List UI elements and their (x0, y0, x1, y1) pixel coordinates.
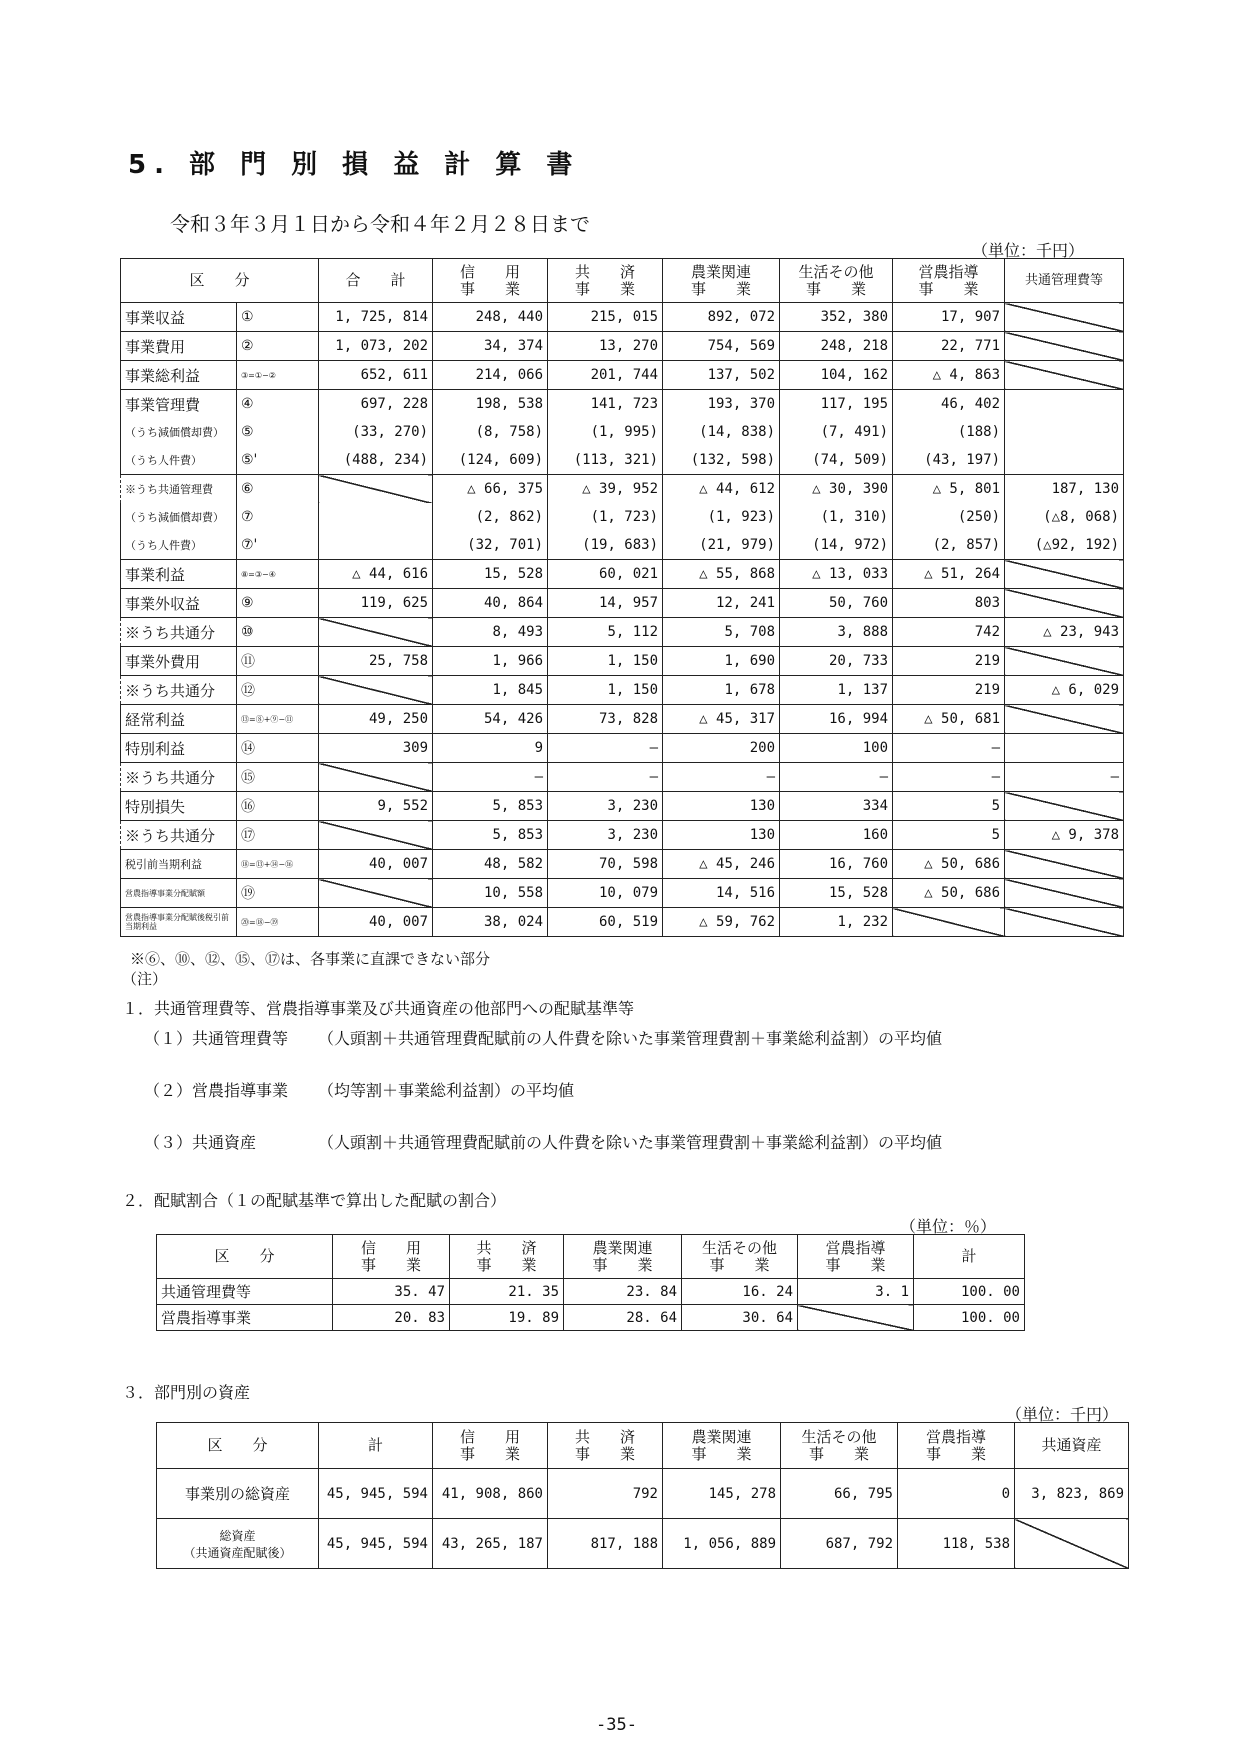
row-code: ④ (237, 390, 319, 419)
value-cell: 43, 265, 187 (433, 1519, 548, 1569)
value-cell: 1, 725, 814 (319, 303, 433, 332)
value-cell: 60, 519 (548, 908, 663, 937)
value-cell: — (433, 763, 548, 792)
page-number: -35- (596, 1715, 637, 1735)
note-1-3-label: （３）共通資産 (144, 1133, 257, 1152)
row-code: ⑪ (237, 647, 319, 676)
row-code: ⑲ (237, 879, 319, 908)
header-mutual-aid: 共 済 事 業 (548, 259, 663, 303)
value-cell: 35. 47 (333, 1279, 450, 1305)
value-cell: 214, 066 (433, 361, 548, 390)
header-credit: 信 用 事 業 (333, 1235, 450, 1279)
value-cell: 45, 945, 594 (319, 1469, 433, 1519)
value-cell: △ 39, 952 (548, 475, 663, 504)
header-common-admin: 共通管理費等 (1005, 259, 1124, 303)
row-code: ⑥ (237, 475, 319, 504)
value-cell: 187, 130 (1005, 475, 1124, 504)
header-mutual-aid: 共 済 事 業 (548, 1423, 663, 1469)
header-category: 区 分 (157, 1423, 319, 1469)
table-row (121, 446, 1124, 475)
row-label: ※うち共通分 (121, 676, 237, 705)
row-label: 特別利益 (121, 734, 237, 763)
note-star: ※⑥、⑩、⑫、⑮、⑰は、各事業に直課できない部分 (130, 950, 491, 968)
row-code: ⑳=⑱−⑲ (237, 908, 319, 937)
value-cell (319, 475, 433, 504)
value-cell: △ 66, 375 (433, 475, 548, 504)
value-cell: 892, 072 (663, 303, 780, 332)
note-1-1-text: （人頭割＋共通管理費配賦前の人件費を除いた事業管理費割＋事業総利益割）の平均値 (318, 1029, 943, 1048)
value-cell: 1, 678 (663, 676, 780, 705)
value-cell: 100. 00 (914, 1279, 1025, 1305)
table-row (121, 676, 1124, 705)
row-code: ⑮ (237, 763, 319, 792)
value-cell: △ 50, 686 (893, 879, 1005, 908)
header-common-assets: 共通資産 (1015, 1423, 1129, 1469)
table-row (157, 1469, 1129, 1519)
value-cell: 141, 723 (548, 390, 663, 419)
value-cell: — (548, 734, 663, 763)
table-row (121, 503, 1124, 531)
header-agri: 農業関連 事 業 (663, 259, 780, 303)
header-total: 計 (914, 1235, 1025, 1279)
value-cell: 1, 966 (433, 647, 548, 676)
value-cell: 14, 516 (663, 879, 780, 908)
header-category: 区 分 (157, 1235, 333, 1279)
value-cell: 3, 230 (548, 792, 663, 821)
value-cell (1005, 418, 1124, 446)
value-cell (319, 503, 433, 531)
value-cell: 100. 00 (914, 1305, 1025, 1331)
value-cell: △ 45, 317 (663, 705, 780, 734)
table-row (121, 763, 1124, 792)
value-cell (319, 618, 433, 647)
value-cell: 754, 569 (663, 332, 780, 361)
table-row (157, 1279, 1025, 1305)
header-farm-guidance: 営農指導 事 業 (798, 1235, 914, 1279)
value-cell (1005, 446, 1124, 475)
row-label: 税引前当期利益 (121, 850, 237, 879)
header-agri: 農業関連 事 業 (564, 1235, 682, 1279)
value-cell: 30. 64 (682, 1305, 798, 1331)
value-cell: 248, 218 (780, 332, 893, 361)
value-cell: 309 (319, 734, 433, 763)
value-cell: — (1005, 763, 1124, 792)
value-cell: (1, 923) (663, 503, 780, 531)
period-text: 令和３年３月１日から令和４年２月２８日まで (170, 212, 590, 236)
value-cell: 20, 733 (780, 647, 893, 676)
table-row (121, 390, 1124, 419)
value-cell: 38, 024 (433, 908, 548, 937)
row-label: 事業別の総資産 (157, 1469, 319, 1519)
value-cell (893, 908, 1005, 937)
header-category: 区 分 (121, 259, 319, 303)
value-cell: 40, 007 (319, 908, 433, 937)
value-cell: (7, 491) (780, 418, 893, 446)
value-cell: 119, 625 (319, 589, 433, 618)
value-cell: 117, 195 (780, 390, 893, 419)
row-label: ※うち共通分 (121, 763, 237, 792)
table-row (121, 361, 1124, 390)
value-cell (319, 531, 433, 560)
value-cell: (21, 979) (663, 531, 780, 560)
row-code: ③=①−② (237, 361, 319, 390)
header-mutual-aid: 共 済 事 業 (450, 1235, 564, 1279)
value-cell: 23. 84 (564, 1279, 682, 1305)
value-cell: (△8, 068) (1005, 503, 1124, 531)
value-cell: △ 9, 378 (1005, 821, 1124, 850)
value-cell: (250) (893, 503, 1005, 531)
value-cell: 1, 232 (780, 908, 893, 937)
value-cell: 14, 957 (548, 589, 663, 618)
value-cell: 50, 760 (780, 589, 893, 618)
value-cell: 34, 374 (433, 332, 548, 361)
value-cell: — (893, 763, 1005, 792)
value-cell: (1, 310) (780, 503, 893, 531)
value-cell: 17, 907 (893, 303, 1005, 332)
value-cell: 3, 823, 869 (1015, 1469, 1129, 1519)
row-code: ⑰ (237, 821, 319, 850)
value-cell: — (893, 734, 1005, 763)
row-label: 総資産 （共通資産配賦後） (157, 1519, 319, 1569)
note-3-title: ３．部門別の資産 (122, 1383, 251, 1402)
value-cell: 160 (780, 821, 893, 850)
value-cell: △ 6, 029 (1005, 676, 1124, 705)
value-cell: 248, 440 (433, 303, 548, 332)
value-cell: — (663, 763, 780, 792)
row-code: ⑨ (237, 589, 319, 618)
row-label: （うち減価償却費） (121, 418, 237, 446)
value-cell: 5 (893, 821, 1005, 850)
row-label: 事業管理費 (121, 390, 237, 419)
value-cell (1005, 850, 1124, 879)
value-cell: 1, 150 (548, 676, 663, 705)
value-cell: 49, 250 (319, 705, 433, 734)
value-cell: △ 13, 033 (780, 560, 893, 589)
row-code: ⑦' (237, 531, 319, 560)
row-label: 事業外費用 (121, 647, 237, 676)
value-cell: (113, 321) (548, 446, 663, 475)
value-cell: (132, 598) (663, 446, 780, 475)
value-cell: 803 (893, 589, 1005, 618)
value-cell: 73, 828 (548, 705, 663, 734)
value-cell (1005, 734, 1124, 763)
value-cell: (43, 197) (893, 446, 1005, 475)
value-cell: △ 51, 264 (893, 560, 1005, 589)
row-label: ※うち共通分 (121, 821, 237, 850)
row-code: ⑬=⑧+⑨−⑪ (237, 705, 319, 734)
value-cell: △ 23, 943 (1005, 618, 1124, 647)
value-cell: 16. 24 (682, 1279, 798, 1305)
value-cell: △ 44, 612 (663, 475, 780, 504)
table-row (121, 734, 1124, 763)
unit-label-3: （単位：千円） (1006, 1405, 1119, 1424)
value-cell (1005, 705, 1124, 734)
header-living: 生活その他 事 業 (682, 1235, 798, 1279)
value-cell: (19, 683) (548, 531, 663, 560)
row-code: ⑤ (237, 418, 319, 446)
row-code: ① (237, 303, 319, 332)
value-cell: 15, 528 (433, 560, 548, 589)
value-cell: 742 (893, 618, 1005, 647)
note-head: （注） (122, 970, 168, 988)
value-cell: 219 (893, 647, 1005, 676)
table-row (157, 1519, 1129, 1569)
value-cell (1005, 332, 1124, 361)
value-cell: 41, 908, 860 (433, 1469, 548, 1519)
segment-income-table (120, 258, 1124, 937)
header-total: 計 (319, 1423, 433, 1469)
value-cell: (488, 234) (319, 446, 433, 475)
value-cell: 215, 015 (548, 303, 663, 332)
note-1-3-text: （人頭割＋共通管理費配賦前の人件費を除いた事業管理費割＋事業総利益割）の平均値 (318, 1133, 943, 1152)
value-cell: 10, 079 (548, 879, 663, 908)
value-cell: 1, 073, 202 (319, 332, 433, 361)
unit-label-1: （単位：千円） (972, 241, 1085, 260)
value-cell (1005, 589, 1124, 618)
unit-label-2: （単位：％） (900, 1217, 997, 1236)
table-row (121, 531, 1124, 560)
value-cell: 3, 230 (548, 821, 663, 850)
header-total: 合 計 (319, 259, 433, 303)
value-cell: 21. 35 (450, 1279, 564, 1305)
value-cell: 817, 188 (548, 1519, 663, 1569)
value-cell: (1, 723) (548, 503, 663, 531)
value-cell: 15, 528 (780, 879, 893, 908)
value-cell (1005, 879, 1124, 908)
value-cell: 13, 270 (548, 332, 663, 361)
value-cell: 687, 792 (781, 1519, 898, 1569)
row-code: ⑩ (237, 618, 319, 647)
table-row (121, 908, 1124, 937)
value-cell: (△92, 192) (1005, 531, 1124, 560)
value-cell: 5, 853 (433, 792, 548, 821)
value-cell: 137, 502 (663, 361, 780, 390)
value-cell: 652, 611 (319, 361, 433, 390)
value-cell: (8, 758) (433, 418, 548, 446)
value-cell: (33, 270) (319, 418, 433, 446)
value-cell: — (548, 763, 663, 792)
value-cell: △ 50, 681 (893, 705, 1005, 734)
value-cell: 5, 708 (663, 618, 780, 647)
row-code: ⑭ (237, 734, 319, 763)
value-cell: 5, 853 (433, 821, 548, 850)
value-cell: 201, 744 (548, 361, 663, 390)
value-cell: 1, 150 (548, 647, 663, 676)
value-cell: 200 (663, 734, 780, 763)
table-row (121, 821, 1124, 850)
value-cell: 1, 845 (433, 676, 548, 705)
note-1-1-label: （１）共通管理費等 (144, 1029, 289, 1048)
row-code: ② (237, 332, 319, 361)
value-cell: △ 45, 246 (663, 850, 780, 879)
value-cell: 19. 89 (450, 1305, 564, 1331)
row-code: ⑤' (237, 446, 319, 475)
row-label: （うち人件費） (121, 531, 237, 560)
value-cell (1005, 303, 1124, 332)
row-label: 営農指導事業分配賦後税引前当期利益 (121, 908, 237, 937)
table-row (121, 475, 1124, 504)
value-cell: (124, 609) (433, 446, 548, 475)
note-1-2-label: （２）営農指導事業 (144, 1081, 289, 1100)
value-cell: 1, 690 (663, 647, 780, 676)
value-cell: 5, 112 (548, 618, 663, 647)
row-code: ⑧=③−④ (237, 560, 319, 589)
value-cell: 70, 598 (548, 850, 663, 879)
row-code: ⑦ (237, 503, 319, 531)
note-2-title: ２．配賦割合（１の配賦基準で算出した配賦の割合） (122, 1191, 507, 1210)
value-cell (1005, 560, 1124, 589)
table-row (121, 705, 1124, 734)
table-row (121, 618, 1124, 647)
value-cell: 25, 758 (319, 647, 433, 676)
header-credit: 信 用 事 業 (433, 1423, 548, 1469)
value-cell: 3. 1 (798, 1279, 914, 1305)
row-label: 経常利益 (121, 705, 237, 734)
value-cell: (1, 995) (548, 418, 663, 446)
value-cell: 46, 402 (893, 390, 1005, 419)
value-cell: 104, 162 (780, 361, 893, 390)
header-agri: 農業関連 事 業 (663, 1423, 781, 1469)
row-label: 事業総利益 (121, 361, 237, 390)
value-cell (1005, 361, 1124, 390)
value-cell (1005, 908, 1124, 937)
header-credit: 信 用 事 業 (433, 259, 548, 303)
value-cell: 334 (780, 792, 893, 821)
row-label: ※うち共通管理費 (121, 475, 237, 504)
header-farm-guidance: 営農指導 事 業 (893, 259, 1005, 303)
row-label: （うち減価償却費） (121, 503, 237, 531)
value-cell (798, 1305, 914, 1331)
value-cell: △ 4, 863 (893, 361, 1005, 390)
value-cell: (2, 857) (893, 531, 1005, 560)
value-cell (1005, 792, 1124, 821)
value-cell: (14, 838) (663, 418, 780, 446)
row-label: 共通管理費等 (157, 1279, 333, 1305)
row-code: ⑯ (237, 792, 319, 821)
row-code: ⑫ (237, 676, 319, 705)
row-label: 特別損失 (121, 792, 237, 821)
header-living: 生活その他 事 業 (781, 1423, 898, 1469)
value-cell: 1, 056, 889 (663, 1519, 781, 1569)
value-cell: 66, 795 (781, 1469, 898, 1519)
value-cell: 9, 552 (319, 792, 433, 821)
value-cell (1005, 390, 1124, 419)
value-cell: 22, 771 (893, 332, 1005, 361)
value-cell: 60, 021 (548, 560, 663, 589)
value-cell: — (780, 763, 893, 792)
value-cell: 40, 007 (319, 850, 433, 879)
value-cell: 40, 864 (433, 589, 548, 618)
value-cell (1005, 647, 1124, 676)
value-cell: (74, 509) (780, 446, 893, 475)
value-cell: △ 44, 616 (319, 560, 433, 589)
note-1-title: １．共通管理費等、営農指導事業及び共通資産の他部門への配賦基準等 (122, 999, 635, 1018)
value-cell: 54, 426 (433, 705, 548, 734)
row-label: （うち人件費） (121, 446, 237, 475)
value-cell: 1, 137 (780, 676, 893, 705)
value-cell: 697, 228 (319, 390, 433, 419)
row-label: 事業収益 (121, 303, 237, 332)
value-cell: (2, 862) (433, 503, 548, 531)
value-cell: 219 (893, 676, 1005, 705)
row-label: 事業外収益 (121, 589, 237, 618)
row-label: 営農指導事業 (157, 1305, 333, 1331)
value-cell: △ 55, 868 (663, 560, 780, 589)
value-cell: 130 (663, 821, 780, 850)
table-row (121, 418, 1124, 446)
value-cell (319, 763, 433, 792)
table-row (157, 1305, 1025, 1331)
value-cell: 8, 493 (433, 618, 548, 647)
header-living: 生活その他 事 業 (780, 259, 893, 303)
header-farm-guidance: 営農指導 事 業 (898, 1423, 1015, 1469)
value-cell: 10, 558 (433, 879, 548, 908)
value-cell: 12, 241 (663, 589, 780, 618)
value-cell: 198, 538 (433, 390, 548, 419)
table-row (121, 560, 1124, 589)
value-cell: 9 (433, 734, 548, 763)
row-label: 事業費用 (121, 332, 237, 361)
value-cell (319, 676, 433, 705)
value-cell: (188) (893, 418, 1005, 446)
table-row (121, 792, 1124, 821)
value-cell: △ 59, 762 (663, 908, 780, 937)
value-cell: 118, 538 (898, 1519, 1015, 1569)
table-row (121, 647, 1124, 676)
value-cell: 16, 760 (780, 850, 893, 879)
value-cell: 20. 83 (333, 1305, 450, 1331)
value-cell: 130 (663, 792, 780, 821)
value-cell: △ 5, 801 (893, 475, 1005, 504)
value-cell: △ 50, 686 (893, 850, 1005, 879)
value-cell: (32, 701) (433, 531, 548, 560)
value-cell: 100 (780, 734, 893, 763)
value-cell (319, 879, 433, 908)
note-1-2-text: （均等割＋事業総利益割）の平均値 (318, 1081, 575, 1100)
row-code: ⑱=⑬+⑭−⑯ (237, 850, 319, 879)
value-cell: 0 (898, 1469, 1015, 1519)
table-row (121, 850, 1124, 879)
value-cell: (14, 972) (780, 531, 893, 560)
value-cell: 193, 370 (663, 390, 780, 419)
value-cell: 792 (548, 1469, 663, 1519)
value-cell: △ 30, 390 (780, 475, 893, 504)
value-cell: 28. 64 (564, 1305, 682, 1331)
value-cell: 3, 888 (780, 618, 893, 647)
row-label: 営農指導事業分配賦額 (121, 879, 237, 908)
table-row (121, 303, 1124, 332)
table-row (121, 332, 1124, 361)
value-cell: 352, 380 (780, 303, 893, 332)
segment-assets-table (156, 1422, 1129, 1569)
table-row (121, 589, 1124, 618)
value-cell: 5 (893, 792, 1005, 821)
row-label: ※うち共通分 (121, 618, 237, 647)
row-label: 事業利益 (121, 560, 237, 589)
table-row (121, 879, 1124, 908)
value-cell: 45, 945, 594 (319, 1519, 433, 1569)
value-cell (319, 821, 433, 850)
value-cell: 16, 994 (780, 705, 893, 734)
allocation-ratio-table (156, 1234, 1025, 1331)
value-cell: 48, 582 (433, 850, 548, 879)
value-cell (1015, 1519, 1129, 1569)
page-title: 5. 部 門 別 損 益 計 算 書 (128, 150, 581, 180)
value-cell: 145, 278 (663, 1469, 781, 1519)
